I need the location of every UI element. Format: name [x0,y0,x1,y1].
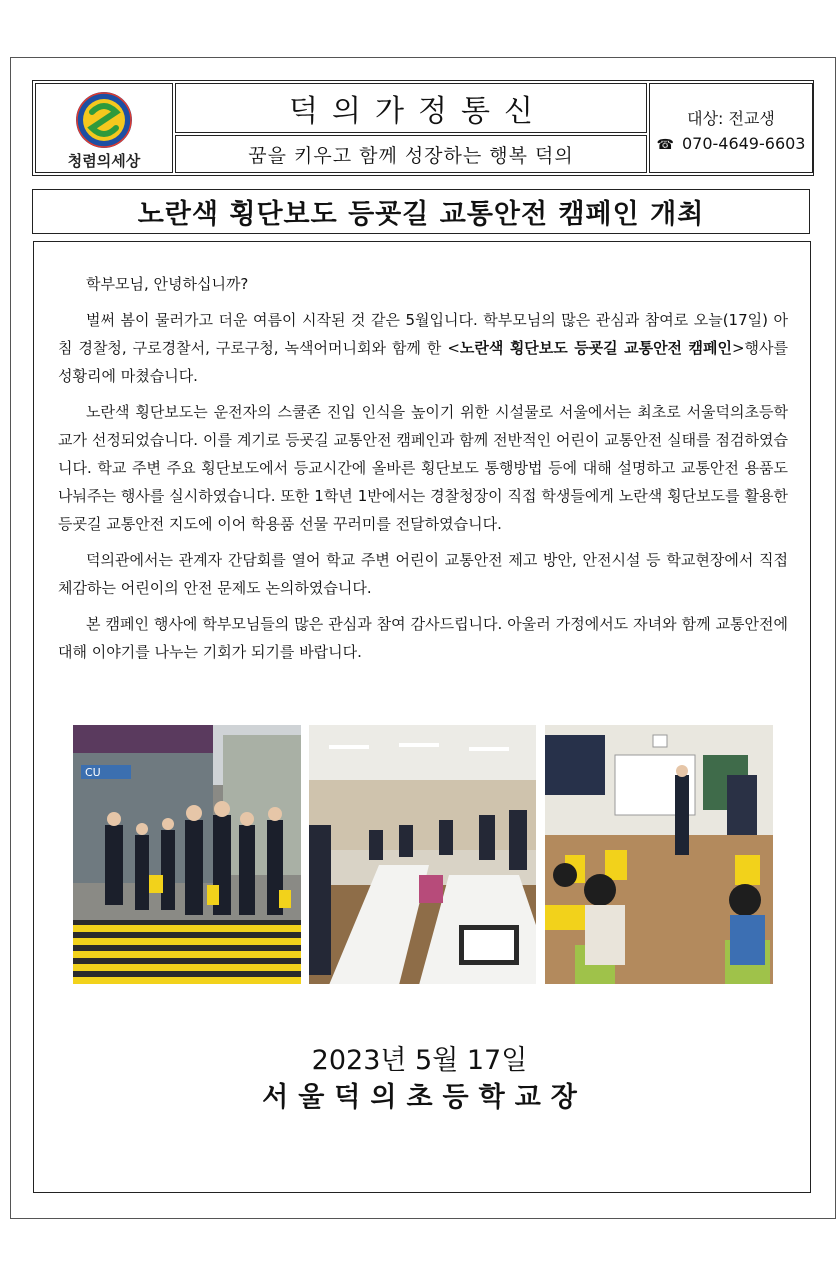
newsletter-header [32,80,814,176]
phone-number: 070-4649-6603 [681,134,806,153]
phone-line [650,134,812,153]
newsletter-title: 덕의가정통신 [175,83,647,133]
logo-text: 청렴의세상 [67,152,141,170]
logo-cell [35,83,173,173]
greeting: 학부모님, 안녕하십니까? [86,275,249,293]
photo-meeting [309,725,536,984]
photo-crosswalk [73,725,301,984]
store-sign: CU [85,766,101,779]
body-text [58,270,788,674]
photo-strip [73,725,773,984]
paragraph-2: 노란색 횡단보도는 운전자의 스쿨존 진입 인식을 높이기 위한 시설물로 서울에서는 최초로 서울덕의초등학교가 선정되었습니다. 이를 계기로 등굣길 교통안전 캠페인과 함께 전반적인 어린이 교통안전 실태를 점검하였습니다. 학교 주변 주요 횡단보도에서 등교시간에 올바른 횡단보도 통행방법 등에 대해 설명하고 교통안전 용품도 나눠주는 행사를 실시하였습니다. 또한 1학년 1반에서는 경찰청장이 직접 학생들에게 노란색 횡단보도를 활용한 등굣길 교통안전 지도에 이어 학용품 선물 꾸러미를 전달하였습니다. [58,403,788,533]
school-logo-icon [72,90,136,150]
paragraph-1: 벌써 봄이 물러가고 더운 여름이 시작된 것 같은 5월입니다. 학부모님의 많은 관심과 참여로 오늘(17일) 아침 경찰청, 구로경찰서, 구로구청, 녹색어머니회와 함께 한 <노란색 횡단보도 등굣길 교통안전 캠페인>행사를 성황리에 마쳤습니다. [58,311,788,385]
school-motto: 꿈을 키우고 함께 성장하는 행복 덕의 [175,135,647,173]
contact-cell [649,83,813,173]
headline: 노란색 횡단보도 등굣길 교통안전 캠페인 개최 [32,189,810,234]
campaign-name: 노란색 횡단보도 등굣길 교통안전 캠페인 [459,339,732,357]
paragraph-3: 덕의관에서는 관계자 간담회를 열어 학교 주변 어린이 교통안전 제고 방안, 안전시설 등 학교현장에서 직접 체감하는 어린이의 안전 문제도 논의하였습니다. [58,551,788,597]
issue-date: 2023년 5월 17일 [311,1045,528,1076]
target-audience: 대상: 전교생 [687,109,775,128]
photo-classroom [545,725,773,984]
school-principal: 서울덕의초등학교장 [262,1082,587,1113]
paragraph-4: 본 캠페인 행사에 학부모님들의 많은 관심과 참여 감사드립니다. 아울러 가정에서도 자녀와 함께 교통안전에 대해 이야기를 나누는 기회가 되기를 바랍니다. [58,615,788,661]
telephone-icon: ☎ [656,137,674,153]
